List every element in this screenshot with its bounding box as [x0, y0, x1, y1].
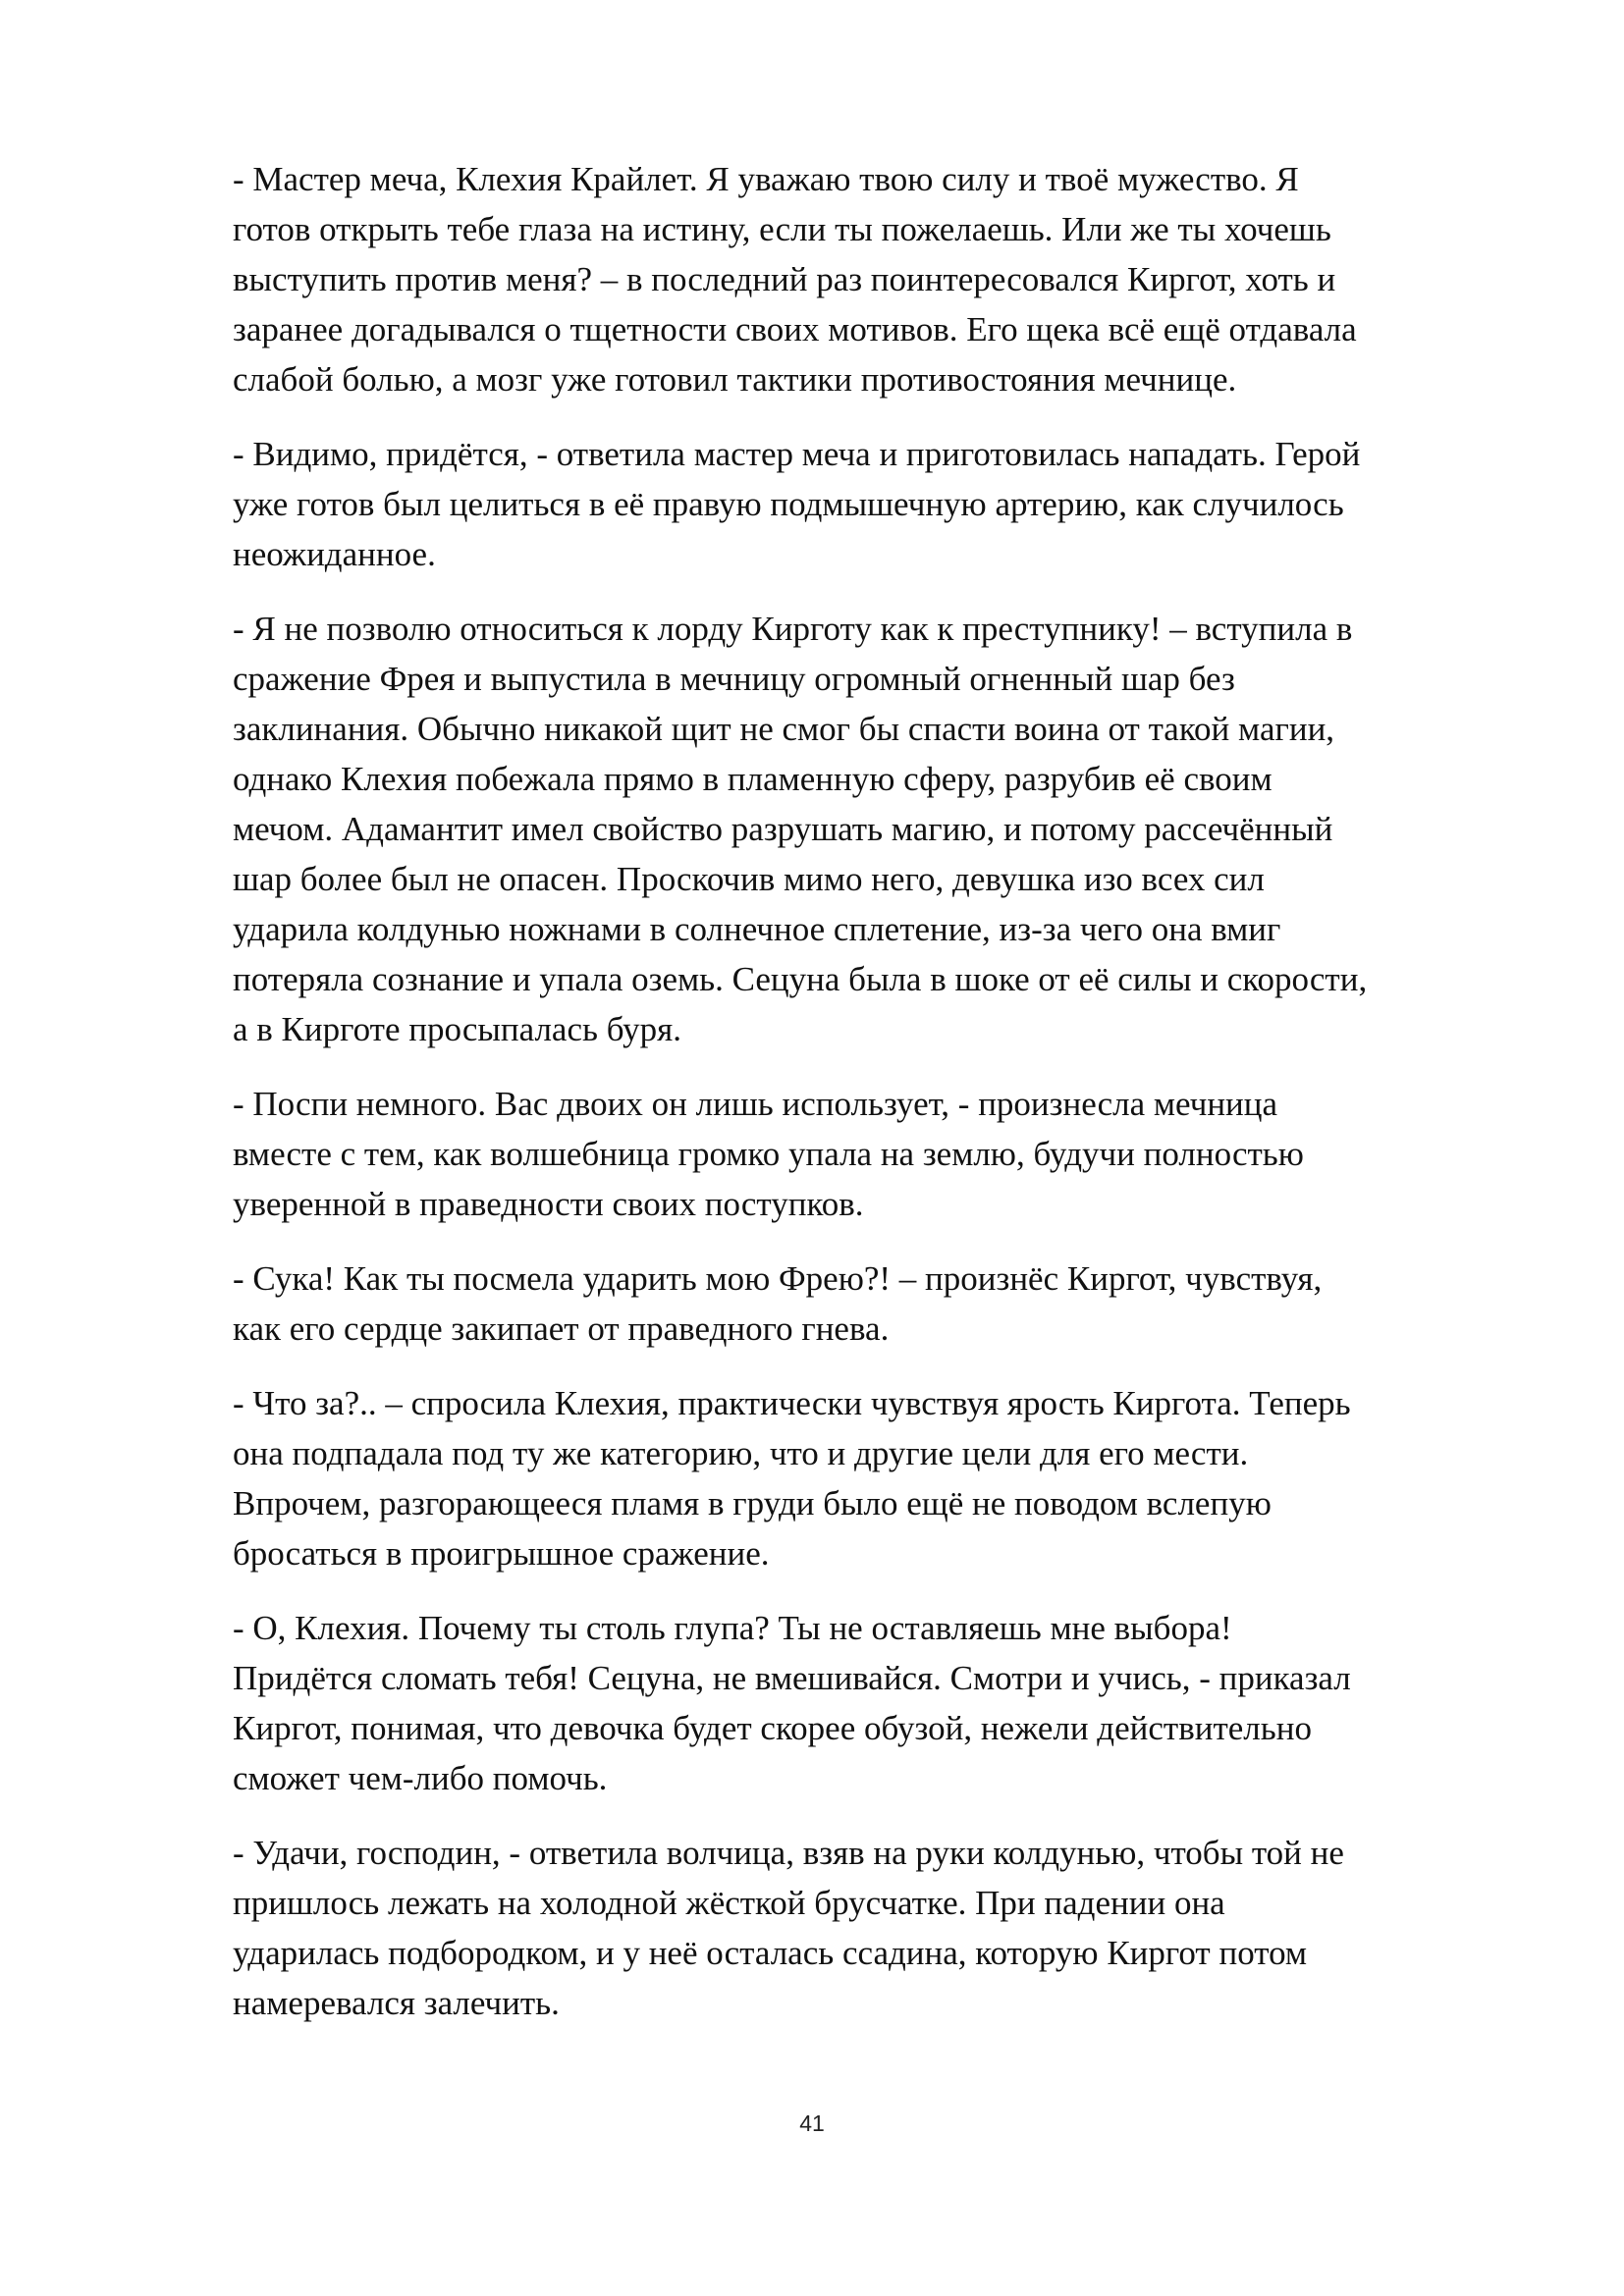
body-text [233, 154, 1509, 2053]
paragraph-5: - Сука! Как ты посмела ударить мою Фрею?! – произнёс Киргот, чувствуя, как его сердце закипает от праведного гнева. [233, 1259, 1323, 1348]
paragraph-8: - Удачи, господин, - ответила волчица, взяв на руки колдунью, чтобы той не пришлось лежать на холодной жёсткой брусчатке. При падении она ударилась подбородком, и у неё осталась ссадина, которую Киргот потом намеревался залечить. [233, 1834, 1344, 2022]
page-number: 41 [799, 2110, 825, 2136]
paragraph-7: - О, Клехия. Почему ты столь глупа? Ты не оставляешь мне выбора! Придётся сломать тебя! Сецуна, не вмешивайся. Смотри и учись, - приказал Киргот, понимая, что девочка будет скорее обузой, нежели действительно сможет чем-либо помочь. [233, 1609, 1351, 1797]
paragraph-3: - Я не позволю относиться к лорду Кирготу как к преступнику! – вступила в сражение Фрея и выпустила в мечницу огромный огненный шар без заклинания. Обычно никакой щит не смог бы спасти воина от такой магии, однако Клехия побежала прямо в пламенную сферу, разрубив её своим мечом. Адамантит имел свойство разрушать магию, и потому рассечённый шар более был не опасен. Проскочив мимо него, девушка изо всех сил ударила колдунью ножнами в солнечное сплетение, из-за чего она вмиг потеряла сознание и упала оземь. Сецуна была в шоке от её силы и скорости, а в Кирготе просыпалась буря. [233, 610, 1368, 1048]
paragraph-6: - Что за?.. – спросила Клехия, практически чувствуя ярость Киргота. Теперь она подпадала под ту же категорию, что и другие цели для его мести. Впрочем, разгорающееся пламя в груди было ещё не поводом вслепую бросаться в проигрышное сражение. [233, 1384, 1351, 1573]
paragraph-2: - Видимо, придётся, - ответила мастер меча и приготовилась нападать. Герой уже готов был целиться в её правую подмышечную артерию, как случилось неожиданное. [233, 435, 1361, 573]
paragraph-1: - Мастер меча, Клехия Крайлет. Я уважаю твою силу и твоё мужество. Я готов открыть тебе глаза на истину, если ты пожелаешь. Или же ты хочешь выступить против меня? – в последний раз поинтересовался Киргот, хоть и заранее догадывался о тщетности своих мотивов. Его щека всё ещё отдавала слабой болью, а мозг уже готовил тактики противостояния мечнице. [233, 160, 1357, 399]
paragraph-4: - Поспи немного. Вас двоих он лишь использует, - произнесла мечница вместе с тем, как волшебница громко упала на землю, будучи полностью уверенной в праведности своих поступков. [233, 1085, 1304, 1223]
